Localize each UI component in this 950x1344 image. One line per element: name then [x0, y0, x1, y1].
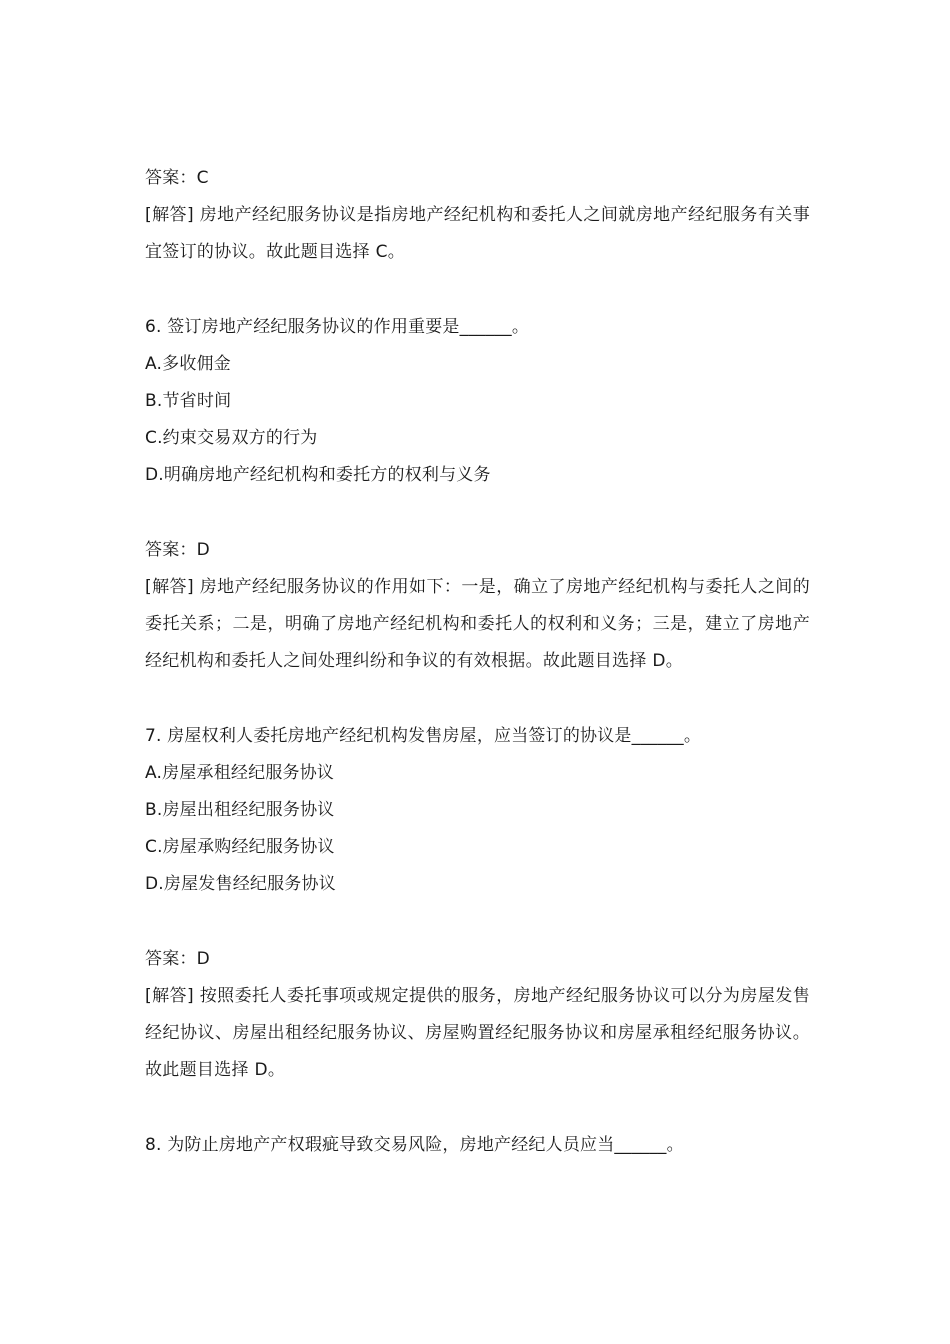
answer-text: 答案：D — [145, 540, 210, 560]
question-7-option-b: B.房屋出租经纪服务协议 — [145, 800, 335, 820]
question-7-option-c: C.房屋承购经纪服务协议 — [145, 837, 335, 857]
explanation-text: [解答] 按照委托人委托事项或规定提供的服务，房地产经纪服务协议可以分为房屋发售经纪协议、房屋出租经纪服务协议、房屋购置经纪服务协议和房屋承租经纪服务协议。故此题目选择 D。 — [145, 986, 810, 1080]
question-6-option-c: C.约束交易双方的行为 — [145, 428, 318, 448]
explanation-text: [解答] 房地产经纪服务协议的作用如下：一是，确立了房地产经纪机构与委托人之间的委托关系；二是，明确了房地产经纪机构和委托人的权利和义务；三是，建立了房地产经纪机构和委托人之间处理纠纷和争议的有效根据。故此题目选择 D。 — [145, 577, 810, 671]
question-6-text: 6. 签订房地产经纪服务协议的作用重要是______。 — [145, 317, 530, 337]
spacer — [145, 1089, 810, 1127]
question-6-option-d: D.明确房地产经纪机构和委托方的权利与义务 — [145, 465, 491, 485]
spacer — [145, 271, 810, 309]
spacer — [145, 494, 810, 532]
answer-text: 答案：C — [145, 168, 209, 188]
spacer — [145, 680, 810, 718]
question-7-option-d: D.房屋发售经纪服务协议 — [145, 874, 336, 894]
answer-text: 答案：D — [145, 949, 210, 969]
question-6-option-a: A.多收佣金 — [145, 354, 231, 374]
question-6-option-b: B.节省时间 — [145, 391, 232, 411]
question-7-option-a: A.房屋承租经纪服务协议 — [145, 763, 335, 783]
question-8-text: 8. 为防止房地产产权瑕疵导致交易风险，房地产经纪人员应当______。 — [145, 1135, 684, 1155]
explanation-text: [解答] 房地产经纪服务协议是指房地产经纪机构和委托人之间就房地产经纪服务有关事宜签订的协议。故此题目选择 C。 — [145, 205, 810, 262]
document-content — [145, 160, 810, 1164]
spacer — [145, 903, 810, 941]
question-7-text: 7. 房屋权利人委托房地产经纪机构发售房屋，应当签订的协议是______。 — [145, 726, 702, 746]
